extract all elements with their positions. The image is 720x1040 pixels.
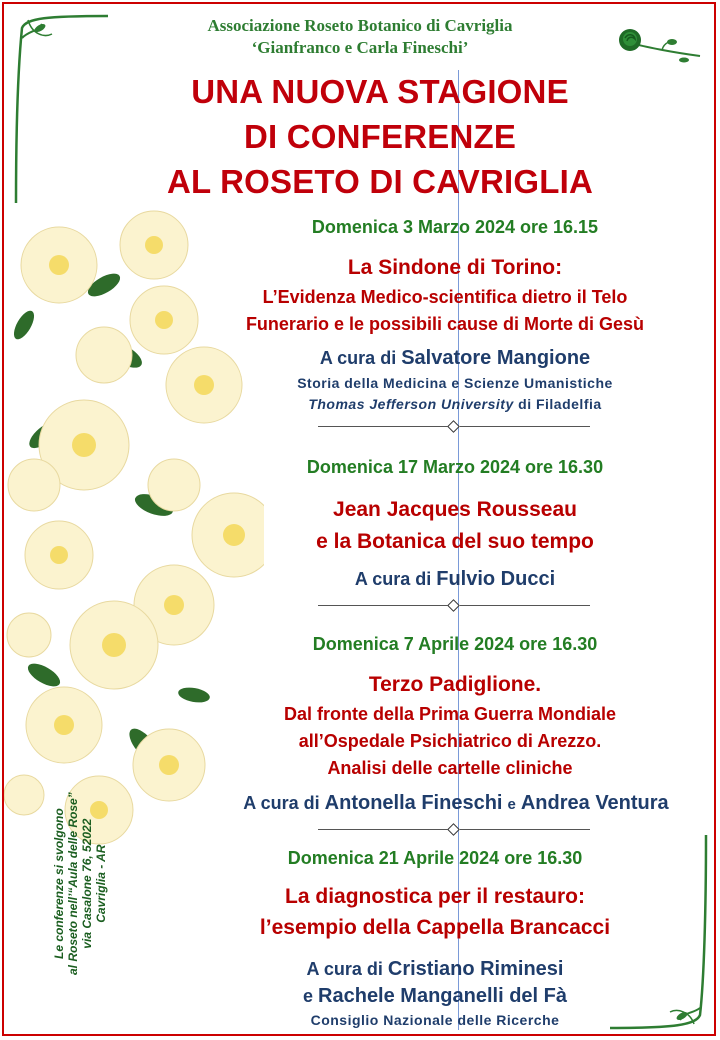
event-3-title: Terzo Padiglione. <box>368 673 542 696</box>
event-4-speaker-2: Rachele Manganelli del Fà <box>318 985 567 1007</box>
venue-note-line-3: via Casalone 76, 52022 <box>80 818 94 949</box>
venue-note-line-1: Le conferenze si svolgono <box>52 808 66 959</box>
event-3-subtitle-line-3: Analisi delle cartelle cliniche <box>327 758 573 778</box>
event-3-speaker-1: Antonella Fineschi <box>324 792 503 814</box>
association-name: Associazione Roseto Botanico di Cavriglia <box>207 16 513 35</box>
separator-1 <box>318 421 590 433</box>
event-3-subtitle-line-1: Dal fronte della Prima Guerra Mondiale <box>283 704 617 724</box>
event-1-date: Domenica 3 Marzo 2024 ore 16.15 <box>311 217 599 237</box>
event-1-speaker-line <box>260 347 650 370</box>
event-4-speaker-line-1 <box>220 958 650 981</box>
event-1-affiliation-1: Storia della Medicina e Scienze Umanistiche <box>297 375 613 391</box>
event-4-title-line-2: l’esempio della Cappella Brancacci <box>259 916 611 939</box>
venue-note-line-2: al Roseto nell’“Aula delle Rose” <box>66 792 80 975</box>
event-1-cura-prefix: A cura di <box>319 348 397 368</box>
event-2-date: Domenica 17 Marzo 2024 ore 16.30 <box>306 457 604 477</box>
event-4-speaker-1: Cristiano Riminesi <box>387 958 564 980</box>
venue-note-line-4: Cavriglia - AR <box>94 844 108 923</box>
venue-note <box>52 792 108 975</box>
event-1-university: Thomas Jefferson University <box>308 396 514 412</box>
event-3-speaker-2: Andrea Ventura <box>520 792 669 814</box>
event-3-speaker-line <box>196 792 716 815</box>
event-2-speaker-line <box>260 568 650 591</box>
event-1-city: di Filadelfia <box>513 396 602 412</box>
event-4-conjunction: e <box>303 986 314 1006</box>
headline-line-2: DI CONFERENZE <box>243 118 517 155</box>
event-1-affiliation-2 <box>260 396 650 412</box>
event-1-title: La Sindone di Torino: <box>347 256 563 279</box>
event-4-cura-prefix: A cura di <box>306 959 383 979</box>
association-subtitle: ‘Gianfranco e Carla Fineschi’ <box>251 38 469 57</box>
event-1-speaker: Salvatore Mangione <box>401 347 591 369</box>
event-3-conjunction: e <box>507 796 516 813</box>
separator-2 <box>318 600 590 612</box>
event-4-title-line-1: La diagnostica per il restauro: <box>285 885 585 908</box>
event-4-affiliation: Consiglio Nazionale delle Ricerche <box>310 1012 560 1028</box>
event-4-speaker-line-2 <box>220 985 650 1008</box>
event-3-subtitle-line-2: all’Ospedale Psichiatrico di Arezzo. <box>298 731 602 751</box>
event-2-title-line-2: e la Botanica del suo tempo <box>316 530 594 553</box>
event-3-cura-prefix: A cura di <box>243 793 320 813</box>
event-1-subtitle-line-1: L’Evidenza Medico-scientifica dietro il Telo <box>262 287 628 307</box>
event-1-subtitle-line-2: Funerario e le possibili cause di Morte di Gesù <box>245 314 645 334</box>
event-2-cura-prefix: A cura di <box>354 569 432 589</box>
green-rose-icon <box>612 22 704 68</box>
headline-line-3: AL ROSETO DI CAVRIGLIA <box>166 163 594 200</box>
headline-line-1: UNA NUOVA STAGIONE <box>191 73 569 110</box>
event-2-speaker: Fulvio Ducci <box>436 568 556 590</box>
event-4-date: Domenica 21 Aprile 2024 ore 16.30 <box>287 848 583 868</box>
event-2-title-line-1: Jean Jacques Rousseau <box>333 498 577 521</box>
event-3-date: Domenica 7 Aprile 2024 ore 16.30 <box>312 634 598 654</box>
separator-3 <box>318 824 590 836</box>
corner-vine-top-left <box>8 8 118 208</box>
